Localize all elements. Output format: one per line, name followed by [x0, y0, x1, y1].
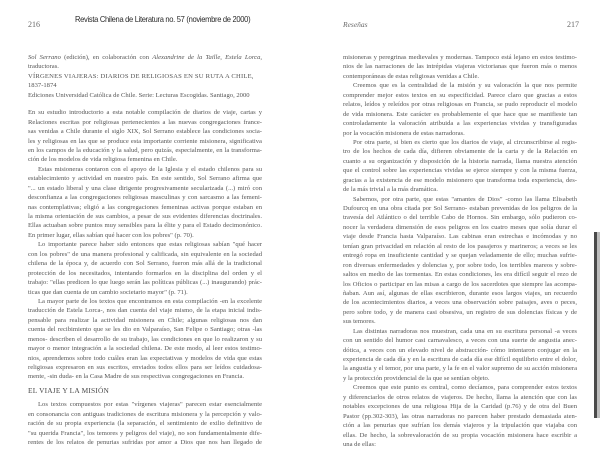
text-line: Relaciones escritas por religiosas pertenecientes a las nuevas congregaciones france- [28, 118, 262, 126]
text-line: experiencia de cada día y en la escritura de cada día ese difícil equilibrio entre el dolor, [343, 356, 577, 363]
collaborator-name: Alexandrine de la Taille [152, 54, 221, 61]
text-line: en los campos de la educación y la salud, pero quizás, especialmente, en la transforma- [28, 146, 262, 154]
citation-sep: , [260, 54, 262, 61]
text-line: entregó ropa en insuficiente cantidad y se quejan veladamente de ello; muchas sufrie- [343, 252, 577, 260]
text-line: viaje desde Francia hasta Valparaíso. Las cabinas eran estrechas e incómodas y no [343, 233, 577, 241]
text-line: Ellas actuaban sobre puntos muy sensibles para la élite y para el Estado decimonónico. [28, 222, 262, 230]
text-line: relatos, leídos y releídos por otras religiosas en Francia, se pudo reproducir el modelo [343, 101, 577, 109]
text-line: y la protección providencial de la que se sentían objeto. [343, 374, 490, 382]
text-line: en consonancia con antiguas tradiciones de escritura misionera y la percepción y valo- [28, 410, 262, 418]
text-line: Lo importante parece haber sido entonces que estas religiosas sabían "qué hacer [38, 241, 262, 249]
text-line: con los pobres" de una manera profesional y calificada, sin equivalente en la sociedad [28, 250, 262, 258]
text-line: notables excepciones de una religiosa Hija de la Caridad (p.76) y de otra del Buen [343, 403, 577, 411]
text-line: ción a las penurias que sufrían los demás viajeros y la tripulación que viajaba con [343, 422, 577, 430]
book-title: VÍRGENES VIAJERAS: DIARIOS DE RELIGIOSAS EN SU RUTA A CHILE, [28, 72, 254, 80]
text-line: sas venidas a Chile durante el siglo XIX, Sol Serrano establece las condiciones socia- [28, 128, 262, 136]
text-line: dótica, a veces con un elevado nivel de abstracción- cómo intentaron conjugar en la [343, 346, 577, 354]
citation-editor-line [28, 53, 262, 62]
text-line: sus temores. [343, 318, 376, 326]
text-line: Por otra parte, si bien es cierto que los diarios de viaje, al circunscribirse al regis- [353, 138, 577, 146]
text-line: cuanto a su organización y disposición de la historia narrada, llama nuestra atención [343, 157, 577, 165]
left-paragraph-3 [28, 240, 262, 297]
text-line: nios, aprendemos sobre todo cuáles eran las expectativas y modelos de vida que estas [28, 354, 262, 362]
text-line: controladamente la valoración atribuida a las experiencias vividas y transfiguradas [343, 120, 577, 128]
text-line: pensable para realizar la actividad misionera en Chile; algunas religiosas nos dan [28, 316, 262, 324]
text-line: con un sentido del humor casi carnavalesco, a veces con una suerte de angustia anec- [343, 337, 577, 345]
right-paragraph-3 [343, 138, 577, 195]
text-line: Creemos que este punto es central, como decíamos, para comprender estos textos [353, 384, 577, 392]
translator-name: Estela Lorca [225, 54, 261, 61]
page-number-left: 216 [28, 20, 40, 29]
text-line: La mayor parte de los textos que encontramos en esta compilación -en la excelente [38, 297, 262, 305]
text-line: los Oficios o participar en las misas a cargo de los sacerdotes que siempre las acompa- [343, 280, 577, 288]
text-line: contemporáneas de estas religiosas venidas a Chile. [343, 72, 480, 80]
right-page [300, 0, 600, 448]
text-line: Las distintas narradoras nos muestran, cada una en su escritura personal -a veces [353, 327, 577, 335]
text-line: En su estudio introductorio a esta notable compilación de diarios de viaje, cartas y [28, 109, 262, 117]
text-line: la misma orientación de sus cambios, a pesar de sus evidentes diferencias doctrinales. [28, 213, 262, 220]
right-paragraph-1 [343, 53, 577, 81]
text-line: nios de las narraciones de las intrépidas viajeras victorianas que fueron más o menos [343, 63, 577, 71]
text-line: "su querida Francia", los temores y peligros del viaje), no son fundamentalmente dife- [28, 429, 262, 437]
left-page [0, 0, 300, 447]
right-paragraph-5 [343, 327, 577, 384]
text-line: Los textos compuestos por estas "vírgenes viajeras" parecen estar esencialmente [38, 401, 262, 409]
page-number-right: 217 [567, 20, 579, 29]
text-line: establecimiento y actividad en nuestro país. En este sentido, Sol Serrano afirma que [28, 175, 262, 183]
left-paragraph-1 [28, 108, 262, 165]
text-line: ellas. De hecho, la sobrevaloración de su propia vocación misionera hace escribir a [343, 431, 577, 439]
left-column [28, 53, 262, 448]
text-line: la angustia y el temor, por una parte, y la fe en el valor supremo de su acción misionera [343, 365, 577, 373]
text-line: tro de los hechos de cada día, difieren obviamente de la carta y de la Relación en [343, 148, 577, 156]
text-line: Creemos que es la centralidad de la misión y su valoración la que nos permite [353, 82, 577, 90]
text-line: gracias a la existencia de ese modelo misionero que transforma toda experiencia, des- [343, 176, 577, 184]
text-line: ron diversas enfermedades y dolencias y, por sobre todo, los terribles mareos y sobre- [343, 261, 577, 269]
running-head-right: Reseñas [343, 20, 368, 29]
text-line: misioneras y peregrinas medievales y modernas. Tampoco está lejano en estos testimo- [343, 54, 577, 61]
left-paragraph-4 [28, 297, 262, 382]
right-paragraph-4 [343, 195, 577, 327]
text-line: tenían gran privacidad en relación al resto de los pasajeros y marineros; a veces se les [343, 242, 577, 250]
right-paragraph-2 [343, 81, 577, 138]
text-line: traducción de Estela Lorca-, nos dan cuenta del viaje mismo, de la etapa inicial indis- [28, 307, 262, 315]
text-line: por la vocación misionera de estas narradoras. [343, 129, 465, 137]
text-line: ración de su propia experiencia (la separación, el sentimiento de exilio definitivo de [28, 420, 262, 428]
text-line: saltos en medio de las tormentas. En estas condiciones, les era difícil seguir el rezo de [343, 271, 577, 279]
text-line: religiosas expresaron en sus escritos, enviados todos ellos para ser leídos cuidadosa- [28, 364, 262, 371]
text-line: trabajo: "ellas predicen lo que luego serán las políticas públicas (...) inaugurando) prác- [28, 279, 262, 287]
text-line: protección de los necesitados, intentando formarlos en la disciplina del orden y el [28, 269, 262, 277]
text-line: de los acontecimientos diarios, a veces una observación sobre paisajes, aves o peces, [343, 299, 577, 307]
citation-text: (edición), en colaboración con [60, 54, 153, 61]
section-heading: EL VIAJE Y LA MISIÓN [28, 385, 110, 395]
text-line: rentes de los relatos de penurias sufridas por amor a Dios que nos han llegado de [28, 439, 262, 447]
citation-sep: , [220, 54, 226, 61]
text-line: En primer lugar, ellas sabían qué hacer con los pobres" (p. 70). [28, 231, 194, 239]
text-line: Sabemos, por otra parte, que estas "amantes de Dios" -como las llama Elisabeth [353, 195, 577, 203]
text-line: pero sobre todo, y de manera casi obsesiva, un registro de sus dolencias físicas y de [343, 308, 577, 316]
text-line: Estas misioneras contaron con el apoyo de la Iglesia y el estado chilenos para su [38, 165, 262, 173]
editor-name: Sol Serrano [28, 54, 61, 61]
text-line: Dufourcq en una obra citada por Sol Serrano- estaban prevenidas de los peligros de la [343, 205, 577, 212]
right-column [343, 53, 577, 449]
text-line: nas contemplativas; eligió a las congregaciones femeninas activas porque estaban en [28, 203, 262, 211]
text-line: ñaban. Aun así, algunas de ellas escribieron, durante esos largos viajes, un recuerdo [343, 289, 577, 297]
text-line: chilena de la época y, de acuerdo con Sol Serrano, fueron más allá de la tradicional [28, 260, 262, 268]
text-line: ticas que dan cuenta de un cambio societario mayor" (p. 71). [28, 288, 188, 296]
left-paragraph-2 [28, 165, 262, 241]
text-line: de vida misionera. Este carácter es probablemente el que hace que se manifieste tan [343, 110, 577, 118]
right-paragraph-6 [343, 383, 577, 449]
text-line: de la más trivial a la más dramática. [343, 186, 438, 194]
book-years: 1837-1874 [28, 82, 57, 90]
text-line: nocer la verdadera dimensión de esos peligros en los cuatro meses que solía durar el [343, 223, 577, 231]
text-line: travesía del Atlántico o del terrible Cabo de Hornos. Sin embargo, sólo pudieron co- [343, 214, 577, 222]
text-line: que el control sobre las experiencias vividas se ejerce siempre y con la misma fuerza, [343, 167, 577, 175]
text-line: les y religiosas en las que se produce esta importante corriente misionera, significativa [28, 137, 262, 145]
running-head-left: Revista Chilena de Literatura no. 57 (noviembre de 2000) [75, 14, 251, 24]
text-line: una de ellas: [343, 440, 376, 448]
citation-translators: traductoras. [28, 63, 59, 71]
text-line: y diferenciarlos de otros relatos de viajeros. De hecho, llama la atención que con las [343, 393, 577, 401]
text-line: mente, -sin duda- en la Casa Madre de sus respectivas congregaciones en Francia. [28, 373, 245, 381]
text-line: cuenta del recibimiento que se les dio en Valparaíso, San Felipe o Santiago; otras -las [28, 326, 262, 334]
publisher-line: Ediciones Universidad Católica de Chile. Serie: Lecturas Escogidas. Santiago, 2000 [28, 91, 250, 99]
left-paragraph-5 [28, 400, 262, 447]
text-line: Pastor (pp.302-303), las otras narradoras no parecen haber prestado demasiada aten- [343, 412, 577, 420]
text-line: ción de los modelos de vida religiosa femenina en Chile. [28, 156, 178, 164]
text-line: mayor o menor integración a la sociedad chilena. De este modo, al leer estos testimo- [28, 345, 262, 353]
text-line: comprender mejor estos textos en su especificidad. Parece claro que gracias a estos [343, 91, 577, 99]
text-line: menos- describen el desarrollo de su trabajo, las condiciones en que lo realizaron y su [28, 335, 262, 343]
text-line: desconfianza a las congregaciones religiosas masculinas y con sarcasmo a las femeni- [28, 194, 262, 202]
text-line: "... un estado liberal y una clase dirigente progresivamente secularizada (...) miró con [28, 184, 262, 192]
